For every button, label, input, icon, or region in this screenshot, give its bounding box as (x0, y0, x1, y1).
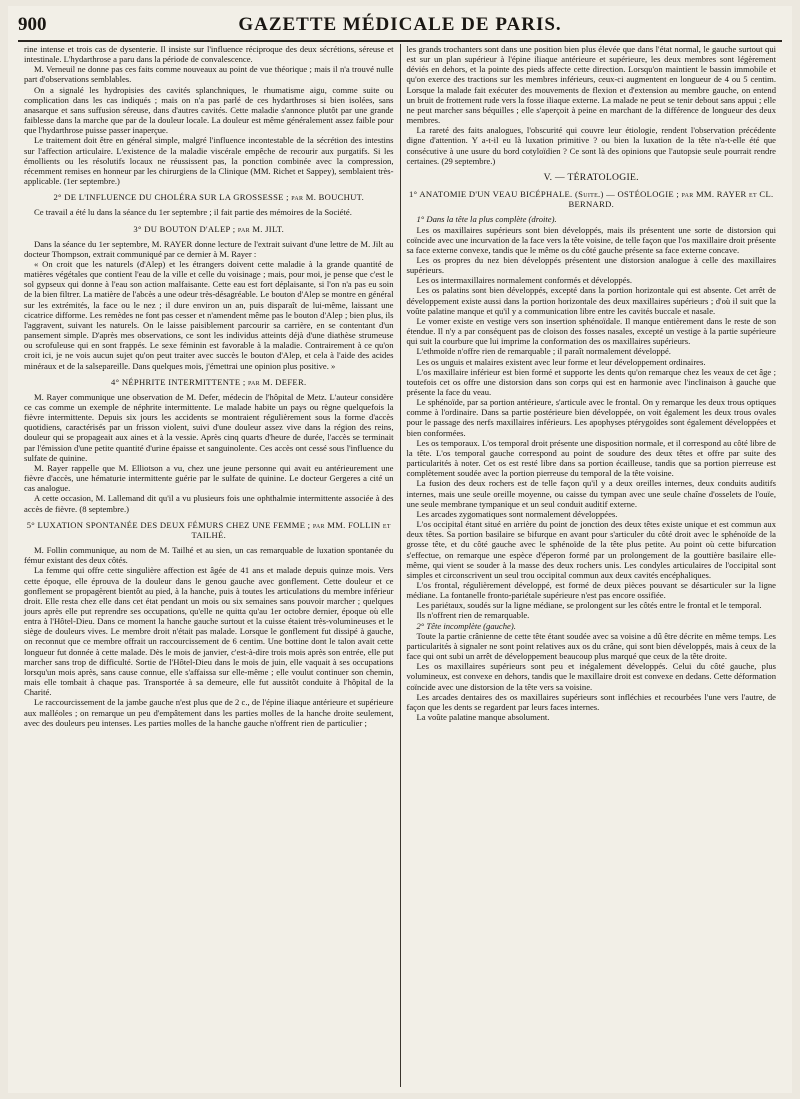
section-heading: 3° DU BOUTON D'ALEP ; par M. JILT. (133, 223, 285, 234)
paragraph: On a signalé les hydropisies des cavités splanchniques, le rhumatisme aigu, comme suite ou complication dans les cas indiqués ; mais on n'a pas parlé de ces hydarthroses si bien isolées, sans anasarque et sans suffusion séreuse, dans d'autres cavités. Cette maladie s'annonce plutôt par une grande faiblesse dans la marche que par de la douleur locale. La douleur est même généralement assez faible pour que l'hydarthrose puisse passer inaperçue. (24, 84, 394, 136)
section-heading: 4° NÉPHRITE INTERMITTENTE ; par M. DEFER. (111, 376, 307, 387)
paragraph: M. Verneuil ne donne pas ces faits comme nouveaux au point de vue théorique ; mais il n'a trouvé nulle part d'observations semblables. (24, 64, 394, 85)
paragraph: Toute la partie crânienne de cette tête étant soudée avec sa voisine a dû être décrite en même temps. Les particularités à signaler ne sont point relatives aux os du crâne, qui sont bien développés, mais à ceux de la face qui ont subi un arrêt de développement beaucoup plus marqué que ceux de la tête droite. (406, 630, 776, 662)
paragraph: Les arcades dentaires des os maxillaires supérieurs sont infléchies et recourbées l'une vers l'autre, de façon que les dents se regardent par leurs faces internes. (406, 691, 776, 712)
paragraph: Le traitement doit être en général simple, malgré l'influence incontestable de la sécrétion des intestins sur l'affection articulaire. L'existence de la maladie viscérale empêche de recourir aux purgatifs. Si les émollients ou les résolutifs locaux ne réussissent pas, la ponction combinée avec la compression, récemment remises en honneur par les chirurgiens de la Clinique (MM. Richet et Sappey), semblaient très-applicable. (1er septembre.) (24, 135, 394, 187)
paragraph: Dans la séance du 1er septembre, M. RAYER donne lecture de l'extrait suivant d'une lettre de M. Jilt au docteur Thompson, extrait communiqué par ce dernier à M. Rayer : (24, 238, 394, 259)
paragraph: Ils n'offrent rien de remarquable. (416, 610, 530, 621)
quoted-letter: « On croit que les naturels (d'Alep) et les étrangers doivent cette maladie à la grande quantité de matières végétales que contient l'eau de la ville et celle du voisinage ; mais, pour moi, je pense que c'est le sol gypseux qui donne à l'eau son action malfaisante. Cette eau est fort déplaisante, si l'on n'a pas eu soin de la bien filtrer. La matière de l'abcès a une odeur très-désagréable. Le bouton d'Alep se montre en général sur les extrémités, la face ou le nez ; il dure environ un an, puis disparaît de lui-même, laissant une cicatrice difforme. Les remèdes ne font pas cesser et n'amendent même pas le bouton d'Alep ; bien plus, ils l'aggravent, suivant les naturels. On le laisse paisiblement parcourir sa carrière, en se contentant d'un pansement simple. D'après mes observations, ce sont les individus atteints déjà d'une diathèse strumeuse ou scrofuleuse qui en sont frappés. Le sexe féminin est favorable à la maladie. Contrairement à ce qu'on croit ici, je ne vois aucun sujet qu'on peut traiter avec succès le bouton d'Alep, et cela à l'aide des acides minéraux et de la salsepareille. Dans quelques mois, j'émettrai une opinion plus positive. » (24, 258, 394, 371)
page-header (18, 14, 782, 42)
paragraph: L'os maxillaire inférieur est bien formé et supporte les dents qu'on remarque chez les veaux de cet âge ; toutefois cet os offre une distorsion dans son corps qui est en harmonie avec l'inclinaison à gauche que présente la face du veau. (406, 366, 776, 397)
paragraph: Le raccourcissement de la jambe gauche n'est plus que de 2 c., de l'épine iliaque antérieure et supérieure aux malléoles ; on remarque un peu d'empâtement dans les parties molles de la hanche droite seulement, avec des douleurs peu intenses. Les parties molles de la hanche gauche n'offrent rien de particulier ; (24, 697, 394, 728)
paragraph: L'os occipital étant situé en arrière du point de jonction des deux têtes existe unique et est commun aux deux têtes. Sa portion basilaire se bifurque en avant pour s'articuler du côté droit avec le sphénoïde de la grosse tête, et du côté gauche avec le sphénoïde de la tête plus petite. Au point où cette bifurcation s'effectue, on remarque une espèce d'éperon formé par un prolongement de la gouttière basilaire elle-même, qui vient se souder à la masse des deux rochers unis. Les condyles articulaires de l'occipital sont simples et circonscrivent un seul trou occipital commun aux deux cavités encéphaliques. (406, 519, 776, 580)
page-number: 900 (18, 14, 47, 35)
paragraph: M. Rayer rappelle que M. Elliotson a vu, chez une jeune personne qui avait eu antérieurement une fièvre d'accès, une hématurie intermittente guérie par le sulfate de quinine. Le docteur Gergeres a cité un cas analogue. (24, 462, 394, 494)
paragraph: Les os maxillaires supérieurs sont bien développés, mais ils présentent une sorte de distorsion qui coïncide avec une incurvation de la face vers la tête voisine, de telle façon que l'os maxillaire droit présente sa face externe convexe, tandis que le même os du côté gauche présente sa face externe concave. (406, 224, 776, 255)
newspaper-page (8, 6, 792, 1093)
paragraph: Ce travail a été lu dans la séance du 1er septembre ; il fait partie des mémoires de la Société. (34, 207, 352, 218)
paragraph: M. Follin communique, au nom de M. Tailhé et au sien, un cas remarquable de luxation spontanée du fémur existant des deux côtés. (24, 545, 394, 566)
section-heading: 1° ANATOMIE D'UN VEAU BICÉPHALE. (Suite.) — OSTÉOLOGIE ; par MM. RAYER et CL. BERNARD. (409, 189, 774, 210)
chapter-heading: V. — TÉRATOLOGIE. (543, 171, 639, 183)
journal-title: GAZETTE MÉDICALE DE PARIS. (238, 14, 562, 35)
paragraph: Les os temporaux. L'os temporal droit présente une disposition normale, et il correspond au côté libre de la tête. L'os temporal gauche correspond au point de soudure des deux têtes et offre par suite des particularités à noter. Cet os est resté libre dans sa portion écailleuse, tandis que sa portion pierreuse est complètement soudée avec la portion pierreuse du temporal de la tête voisine. (406, 437, 776, 479)
left-column (18, 44, 400, 1087)
paragraph: La voûte palatine manque absolument. (416, 712, 550, 722)
paragraph: A cette occasion, M. Lallemand dit qu'il a vu plusieurs fois une ophthalmie intermittente associée à des accès de fièvre. (8 septembre.) (24, 493, 394, 514)
paragraph: L'os frontal, régulièrement développé, est formé de deux pièces pouvant se désarticuler sur la ligne médiane. La fontanelle fronto-pariétale supérieure n'est pas encore ossifiée. (406, 579, 776, 601)
paragraph: M. Rayer communique une observation de M. Defer, médecin de l'hôpital de Metz. L'auteur considère ce cas comme un exemple de néphrite intermittente. Le malade habite un pays ou règne quelquefois la fièvre intermittente. Depuis six jours les accidents se montraient régulièrement sous la forme d'accès quotidiens, caractérisés par un frisson violent, suivi d'une douleur assez vive dans la région des reins, douleur qui se propageait aux aines et à la vessie. Après cinq quarts d'heure de durée, l'accès se terminait par l'émission d'une petite quantité d'urine épaisse et sanguinolente. Ces accès ont cessé sous l'influence du sulfate de quinine. (24, 391, 394, 463)
paragraph: Les os intermaxillaires normalement conformés et développés. (416, 275, 632, 286)
paragraph: L'ethmoïde n'offre rien de remarquable ; il paraît normalement développé. (416, 346, 671, 357)
paragraph: Les os palatins sont bien développés, excepté dans la portion horizontale qui est absente. Cet arrêt de développement existe aussi dans la portion horizontale des deux maxillaires supérieurs ; d'où il suit que la voûte palatine manque et qu'il y a communication libre entre les cavités buccale et nasale. (406, 285, 776, 316)
section-heading: 2° DE L'INFLUENCE DU CHOLÉRA SUR LA GROSSESSE ; par M. BOUCHUT. (53, 192, 365, 203)
right-column (401, 44, 783, 1087)
paragraph: La rareté des faits analogues, l'obscurité qui couvre leur étiologie, rendent l'observation précédente digne d'attention. Y a-t-il eu là luxation primitive ? ou bien la luxation de la tête n'a-t-elle été que consécutive à une usure du bord cotyloïdien ? Ce sont là des opinions que l'autopsie seule pourrait rendre certaines. (29 septembre.) (406, 125, 776, 166)
subheading: 2° Tête incomplète (gauche). (416, 620, 516, 631)
paragraph: La femme qui offre cette singulière affection est âgée de 41 ans et malade depuis quinze mois. Vers cette époque, elle éprouva de la douleur dans le genou gauche avec gonflement. Cette douleur et ce gonflement se propagèrent bientôt au pied, à la hanche, puis à toutes les articulations du membre inférieur droit. Elle resta chez elle dans cet état pendant un mois ou six semaines sans pouvoir marcher ; quelques jours après elle put reprendre ses occupations, qu'elle ne quitta qu'au 1er octobre dernier, époque où elle entra à l'Hôtel-Dieu. Dans ce moment la hanche gauche surtout et la cuisse étaient très-volumineuses et le siège de douleurs vives. Le membre droit n'était pas malade. Lorsque le gonflement fut dissipé à gauche, on reconnut que ce membre offrait un raccourcissement de 6 centim. Une bottine dont le talon avait cette longueur fut donnée à cette malade. Dès le mois de janvier, c'est-à-dire trois mois après son entrée, elle put marcher sans trop de difficulté. Sortie de l'Hôtel-Dieu dans le mois de juin, elle vaquait à ses occupations lorsqu'un mois après, sans cause connue, elle s'affaissa sur elle-même ; elle voulut continuer son chemin, mais elle tombait à chaque pas. Transportée à sa demeure, elle fut aussitôt conduite à l'hôpital de la Charité. (24, 565, 394, 698)
paragraph: Les arcades zygomatiques sont normalement développées. (416, 508, 618, 519)
section-heading: 5° LUXATION SPONTANÉE DES DEUX FÉMURS CHEZ UNE FEMME ; par MM. FOLLIN et TAILHÉ. (26, 519, 391, 540)
paragraph: les grands trochanters sont dans une position bien plus élevée que dans l'état normal, le gauche surtout qui est sur un plan supérieur à l'épine iliaque antérieure et supérieure, les deux membres sont légèrement déviés en dehors, et la pointe des pieds affecte cette direction. Lorsqu'on maintient le bassin immobile et qu'on exerce des tractions sur les membres inférieurs, ceux-ci augmentent en longueur de 4 ou 5 centim. Lorsque la malade fait exécuter des mouvements de flexion et d'extension au membre gauche, on entend un bruit de frottement rude vers la fosse iliaque externe. La malade ne peut se tenir debout sans appui ; elle ne peut marcher sans béquilles ; elle s'aperçoit à peine en marchant de la différence de longueur des deux membres. (406, 44, 776, 126)
paragraph: Les pariétaux, soudés sur la ligne médiane, se prolongent sur les côtés entre le frontal et le temporal. (416, 600, 762, 611)
paragraph: Les os maxillaires supérieurs sont peu et inégalement développés. Celui du côté gauche, plus volumineux, est convexe en dehors, tandis que le maxillaire droit est convexe en dedans. Cette déformation coïncide avec une distorsion de la tête vers sa voisine. (406, 661, 776, 692)
paragraph: Les os propres du nez bien développés présentent une distorsion analogue à celle des maxillaires supérieurs. (406, 254, 776, 276)
text-columns (18, 44, 782, 1087)
paragraph: La fusion des deux rochers est de telle façon qu'il y a deux oreilles internes, deux conduits auditifs internes, mais une seule oreille moyenne, ou caisse du tympan avec une seule chaîne d'osselets de l'ouïe, une seule membrane tympanique et un seul conduit auditif externe. (406, 478, 776, 509)
subheading: 1° Dans la tête la plus complète (droite). (416, 214, 557, 225)
paragraph: Le vomer existe en vestige vers son insertion sphénoïdale. Il manque entièrement dans le reste de son étendue. Il n'y a par conséquent pas de cloison des fosses nasales, excepté un vestige à la partie supérieure qui suit la courbure que lui imprime la conformation des os maxillaires supérieurs. (406, 315, 776, 347)
paragraph: Le sphénoïde, par sa portion antérieure, s'articule avec le frontal. On y remarque les deux trous optiques comme à l'ordinaire. Dans sa partie postérieure bien développée, on voit également les deux trous ovales pour le passage des nerfs maxillaires inférieurs. Les apophyses ptérygoïdes sont également développées et bien conformées. (406, 397, 776, 438)
paragraph: rine intense et trois cas de dysenterie. Il insiste sur l'influence réciproque des deux sécrétions, séreuse et intestinale. L'hydarthrose a paru dans la période de convalescence. (24, 44, 394, 65)
paragraph: Les os unguis et malaires existent avec leur forme et leur développement ordinaires. (416, 356, 706, 367)
